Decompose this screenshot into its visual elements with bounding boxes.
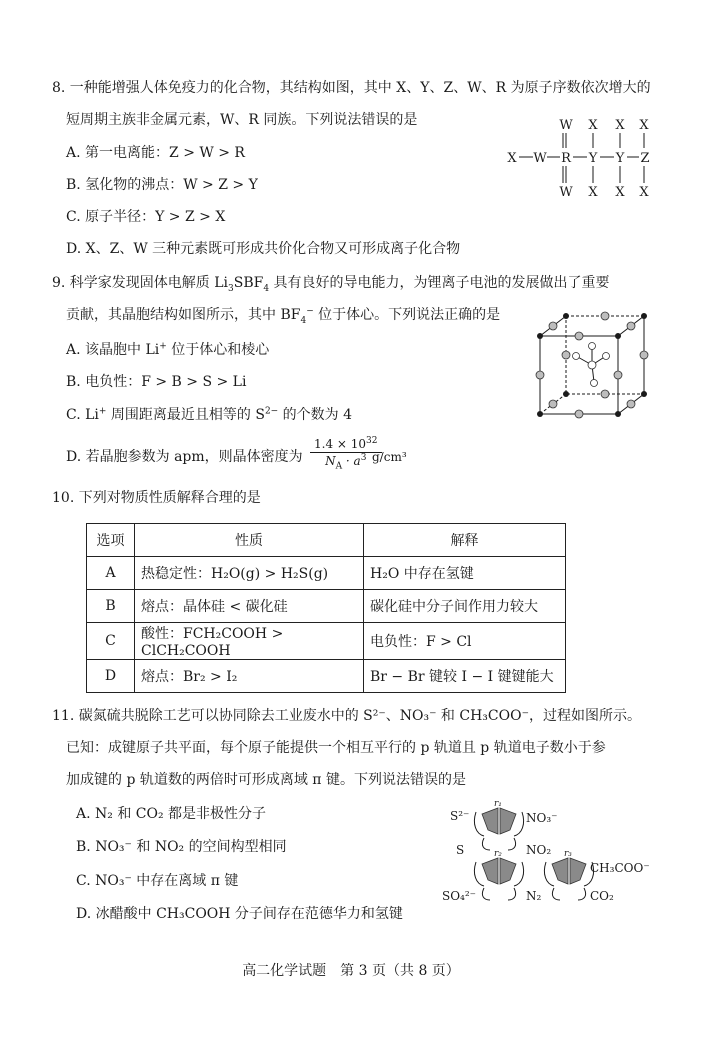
q11-label-so4: SO₄²⁻ [442,889,477,903]
q10-cell-option: A [87,557,135,590]
q8-stem-line1: 8. 一种能增强人体免疫力的化合物，其结构如图，其中 X、Y、Z、W、R 为原子序数依次增大的 [52,80,651,96]
q9-density-fraction [310,436,382,472]
q8-struct-mid-5: Z [640,151,650,166]
q11-label-r2: r₂ [494,849,502,859]
q11-label-no2: NO₂ [526,843,552,857]
q8-struct-mid-2: R [561,151,571,166]
q11-label-ch3coo: CH₃COO⁻ [590,861,650,875]
q9-option-b: B. 电负性：F > B > S > Li [66,374,247,390]
q8-struct-bot-1: X [588,185,598,200]
q10-cell-explanation: Br − Br 键较 I − I 键键能大 [364,660,566,693]
q9-unit-cell-diagram [530,310,660,428]
q10-cell-property: 熔点：Br₂ > I₂ [135,660,364,693]
q10-cell-option: B [87,590,135,623]
q9-option-a: A. 该晶胞中 Li+ 位于体心和棱心 [66,341,270,358]
q11-label-r3: r₃ [564,849,572,859]
q10-table [86,523,566,693]
q9-fraction-denominator: $N_A \cdot a^3$ [325,453,367,472]
q8-option-b: B. 氢化物的沸点：W > Z > Y [66,177,258,193]
q10-table-header [87,524,566,557]
q9-density-unit: g/cm³ [372,450,407,464]
q9-stem-line1: 9. 科学家发现固体电解质 $Li_3SBF_4$ 具有良好的导电能力，为锂离子电池的发展做出了重要 [52,275,610,294]
q11-option-a: A. N₂ 和 CO₂ 都是非极性分子 [76,806,267,822]
q8-struct-bot-2: X [615,185,625,200]
q11-option-b: B. NO₃⁻ 和 NO₂ 的空间构型相同 [76,839,287,855]
q10-cell-property: 酸性：FCH₂COOH > ClCH₂COOH [135,623,364,660]
q8-struct-top-1: X [588,118,598,133]
q10-cell-property: 熔点：晶体硅 < 碳化硅 [135,590,364,623]
q11-option-d: D. 冰醋酸中 CH₃COOH 分子间存在范德华力和氢键 [76,906,403,922]
q10-cell-explanation: H₂O 中存在氢键 [364,557,566,590]
q11-label-no3: NO₃⁻ [526,811,558,825]
q11-process-diagram [440,800,660,912]
q9-option-c: C. Li+ 周围距离最近且相等的 $S^{2-}$ 的个数为 4 [66,406,353,423]
q8-structure-diagram [500,112,665,202]
q11-label-r1: r₁ [494,800,502,809]
q8-struct-mid-1: W [533,151,547,166]
q10-header-explanation: 解释 [364,524,566,557]
q9-stem-line2: 贡献，其晶胞结构如图所示，其中 $BF_4^-$ 位于体心。下列说法正确的是 [66,306,501,326]
table-row [87,660,566,693]
q8-struct-bot-0: W [559,185,573,200]
q8-stem-line2: 短周期主族非金属元素，W、R 同族。下列说法错误的是 [66,112,418,128]
q10-cell-explanation: 碳化硅中分子间作用力较大 [364,590,566,623]
q10-cell-explanation: 电负性：F > Cl [364,623,566,660]
q8-option-d: D. X、Z、W 三种元素既可形成共价化合物又可形成离子化合物 [66,241,461,257]
q11-stem-line3: 加成键的 p 轨道数的两倍时可形成离域 π 键。下列说法错误的是 [66,772,466,788]
q8-struct-mid-3: Y [588,151,598,166]
table-row [87,623,566,660]
q11-option-c: C. NO₃⁻ 中存在离域 π 键 [76,873,239,889]
q8-struct-mid-0: X [507,151,517,166]
q11-stem-line2: 已知：成键原子共平面，每个原子能提供一个相互平行的 p 轨道且 p 轨道电子数小于参 [66,740,606,756]
q8-struct-bot-3: X [639,185,649,200]
page-footer: 高二化学试题 第 3 页（共 8 页） [242,963,460,979]
q8-struct-mid-4: Y [615,151,625,166]
q11-stem-line1: 11. 碳氮硫共脱除工艺可以协同除去工业废水中的 S²⁻、NO₃⁻ 和 CH₃COO⁻，过程如图所示。 [52,708,641,724]
q10-header-option: 选项 [87,524,135,557]
table-row [87,557,566,590]
q10-cell-property: 热稳定性：H₂O(g) > H₂S(g) [135,557,364,590]
q10-stem: 10. 下列对物质性质解释合理的是 [52,490,261,506]
q9-option-d: D. 若晶胞参数为 apm，则晶体密度为 [66,449,303,465]
table-row [87,590,566,623]
q8-option-a: A. 第一电离能：Z > W > R [66,145,245,161]
q11-label-s: S [456,843,465,857]
q8-struct-top-3: X [639,118,649,133]
q8-struct-top-2: X [615,118,625,133]
q11-label-s2: S²⁻ [450,809,470,823]
q8-struct-top-0: W [559,118,573,133]
q10-cell-option: D [87,660,135,693]
q10-header-property: 性质 [135,524,364,557]
q11-label-co2: CO₂ [590,889,614,903]
q8-option-c: C. 原子半径：Y > Z > X [66,209,226,225]
q10-cell-option: C [87,623,135,660]
q9-fraction-numerator: $1.4 \times 10^{32}$ [310,436,382,453]
q11-label-n2: N₂ [526,889,542,903]
